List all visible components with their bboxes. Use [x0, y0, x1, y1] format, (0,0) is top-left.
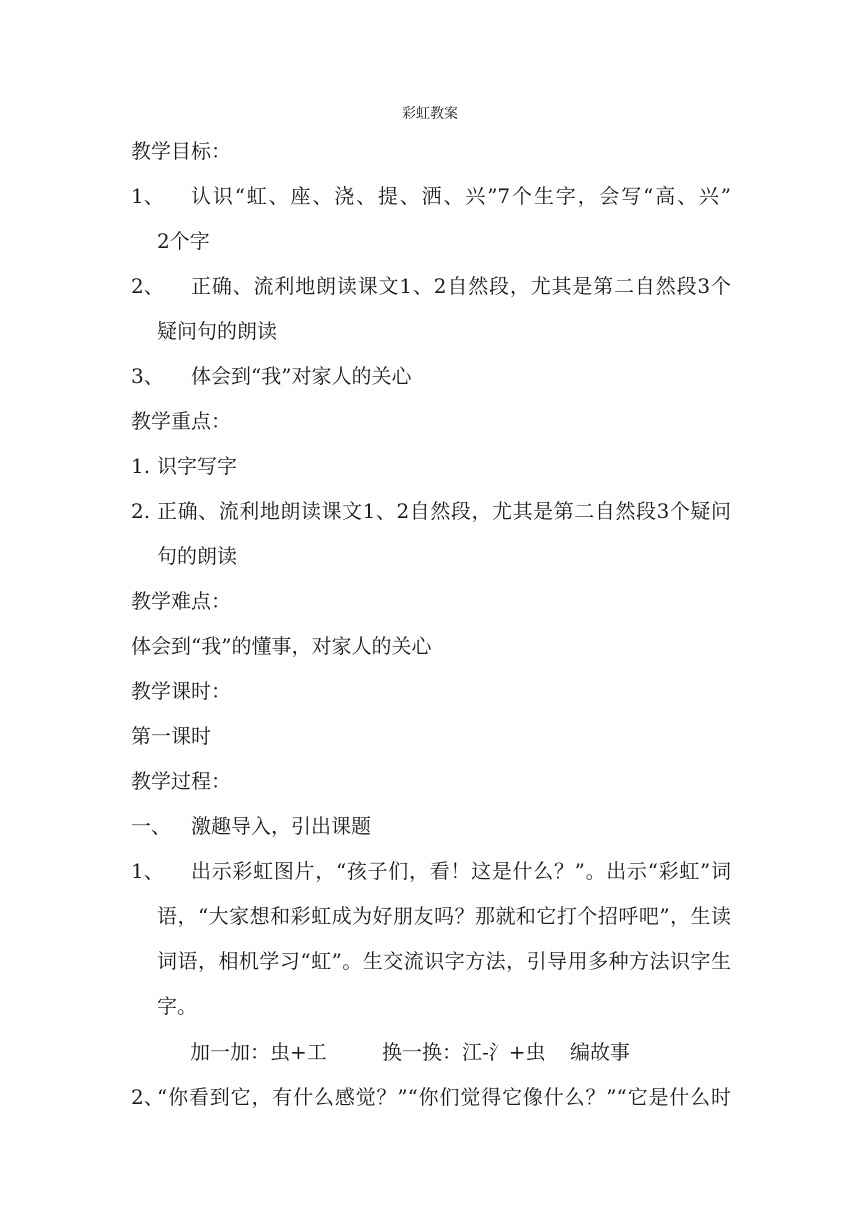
method-story: 编故事: [570, 1040, 630, 1064]
key-points-heading: 教学重点：: [131, 409, 231, 433]
goal-text: 正确、流利地朗读课文1、2自然段，尤其是第二自然段3个: [191, 274, 731, 298]
goals-heading: 教学目标：: [131, 139, 231, 163]
key-point-number: 1.: [131, 454, 151, 478]
step-text-line: 词语，相机学习“虹”。生交流识字方法，引导用多种方法识字生: [157, 949, 731, 973]
period-heading: 教学课时：: [131, 679, 231, 703]
method-swap: 换一换：江-氵+虫: [382, 1040, 546, 1064]
key-point-text: 正确、流利地朗读课文1、2自然段，尤其是第二自然段3个疑问: [157, 499, 731, 523]
step-number: 2、: [131, 1085, 164, 1109]
step-text: “你看到它，有什么感觉？”“你们觉得它像什么？”“它是什么时: [157, 1085, 731, 1109]
step-text-continued: 字。: [157, 994, 197, 1018]
section-title: 激趣导入，引出课题: [191, 814, 371, 838]
goal-number: 3、: [131, 364, 164, 388]
section-number: 一、: [131, 814, 171, 838]
goal-text: 体会到“我”对家人的关心: [191, 364, 412, 388]
goal-text-continued: 2个字: [157, 229, 210, 253]
step-text: 出示彩虹图片，“孩子们，看！这是什么？”。出示“彩虹”词: [191, 859, 731, 883]
key-point-text: 识字写字: [157, 454, 237, 478]
difficulty-heading: 教学难点：: [131, 589, 231, 613]
goal-number: 2、: [131, 274, 164, 298]
goal-text-continued: 疑问句的朗读: [157, 319, 277, 343]
key-point-text-continued: 句的朗读: [157, 544, 237, 568]
period-text: 第一课时: [131, 724, 211, 748]
method-add: 加一加：虫+工: [190, 1040, 327, 1064]
document-title: 彩虹教案: [402, 106, 458, 122]
key-point-number: 2.: [131, 499, 151, 523]
goal-number: 1、: [131, 184, 164, 208]
difficulty-text: 体会到“我”的懂事，对家人的关心: [131, 634, 432, 658]
step-text-line: 语，“大家想和彩虹成为好朋友吗？那就和它打个招呼吧”，生读: [157, 904, 731, 928]
step-number: 1、: [131, 859, 164, 883]
process-heading: 教学过程：: [131, 769, 231, 793]
goal-text: 认识“虹、座、浇、提、洒、兴”7个生字，会写“高、兴”: [191, 184, 731, 208]
